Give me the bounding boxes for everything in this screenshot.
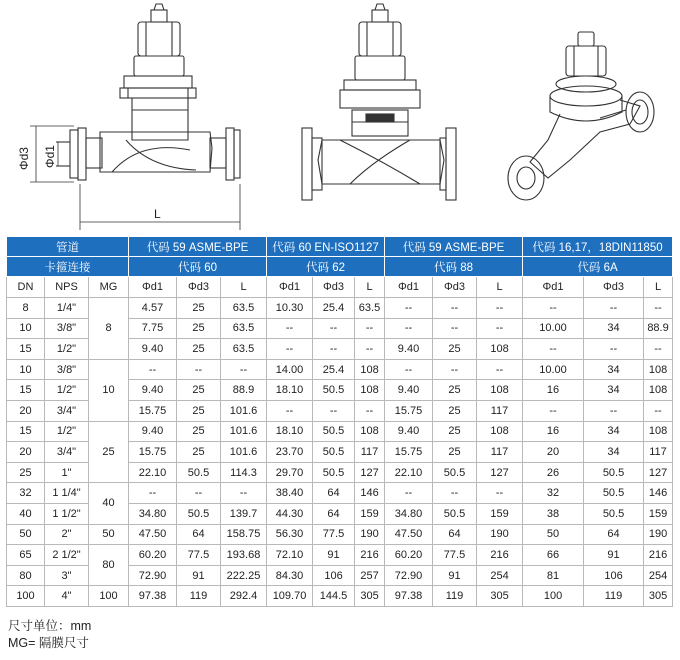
cell-c60-l: 63.5 [221, 298, 267, 319]
cell-mg: 100 [89, 586, 129, 607]
cell-c60-d3: 25 [177, 400, 221, 421]
cell-c6a-d3: -- [584, 298, 644, 319]
cell-c60-d3: 25 [177, 298, 221, 319]
valve-front-view [302, 4, 456, 200]
cell-c60-l: 101.6 [221, 400, 267, 421]
cell-c60-l: -- [221, 359, 267, 380]
cell-c88-l: 190 [477, 524, 523, 545]
cell-c88-d3: -- [433, 318, 477, 339]
cell-c88-l: -- [477, 359, 523, 380]
cell-c88-d1: 9.40 [385, 380, 433, 401]
cell-dn: 40 [7, 503, 45, 524]
col-l: L [477, 277, 523, 298]
cell-c62-l: 108 [355, 421, 385, 442]
cell-c6a-l: -- [644, 298, 673, 319]
col-d1: Φd1 [129, 277, 177, 298]
cell-c6a-l: 216 [644, 545, 673, 566]
cell-c6a-d1: 32 [523, 483, 584, 504]
cell-c60-d1: 72.90 [129, 565, 177, 586]
cell-c88-d1: 47.50 [385, 524, 433, 545]
cell-nps: 3/4" [45, 442, 89, 463]
cell-c60-d1: 15.75 [129, 400, 177, 421]
cell-c60-d3: -- [177, 483, 221, 504]
cell-c62-d3: 77.5 [313, 524, 355, 545]
cell-c88-l: 305 [477, 586, 523, 607]
col-d1: Φd1 [523, 277, 584, 298]
cell-c6a-l: -- [644, 339, 673, 360]
cell-c6a-d3: -- [584, 339, 644, 360]
cell-c88-d3: -- [433, 298, 477, 319]
cell-c6a-l: 190 [644, 524, 673, 545]
cell-c6a-d1: 26 [523, 462, 584, 483]
cell-c88-d1: -- [385, 298, 433, 319]
cell-c6a-d3: 106 [584, 565, 644, 586]
cell-c60-d1: 34.80 [129, 503, 177, 524]
col-l: L [221, 277, 267, 298]
cell-c62-d1: 72.10 [267, 545, 313, 566]
cell-c88-d3: 25 [433, 339, 477, 360]
cell-c6a-l: 127 [644, 462, 673, 483]
cell-dn: 80 [7, 565, 45, 586]
cell-c62-d3: 50.5 [313, 380, 355, 401]
cell-c6a-d3: 119 [584, 586, 644, 607]
cell-c62-d1: 14.00 [267, 359, 313, 380]
column-header-row [7, 277, 673, 298]
cell-dn: 32 [7, 483, 45, 504]
cell-nps: 2" [45, 524, 89, 545]
cell-nps: 3/8" [45, 318, 89, 339]
cell-nps: 4" [45, 586, 89, 607]
cell-c88-d3: 119 [433, 586, 477, 607]
mg-note: MG= 隔膜尺寸 [8, 636, 89, 650]
cell-c62-l: 146 [355, 483, 385, 504]
cell-c60-d1: 15.75 [129, 442, 177, 463]
cell-nps: 2 1/2" [45, 545, 89, 566]
cell-c60-d3: 119 [177, 586, 221, 607]
cell-c60-l: 63.5 [221, 318, 267, 339]
cell-c62-d3: -- [313, 339, 355, 360]
cell-c62-d1: 29.70 [267, 462, 313, 483]
dim-L-label: L [154, 207, 161, 221]
cell-c62-d3: 64 [313, 503, 355, 524]
cell-c88-d1: 9.40 [385, 339, 433, 360]
cell-c60-d1: -- [129, 483, 177, 504]
cell-nps: 1/4" [45, 298, 89, 319]
col-d1: Φd1 [267, 277, 313, 298]
cell-c6a-l: 108 [644, 380, 673, 401]
table-row [7, 586, 673, 607]
cell-c88-d1: 22.10 [385, 462, 433, 483]
table-row [7, 524, 673, 545]
cell-dn: 20 [7, 400, 45, 421]
valve-isometric-view [508, 32, 654, 200]
cell-c60-l: 101.6 [221, 421, 267, 442]
cell-c88-l: 254 [477, 565, 523, 586]
cell-c60-d1: 60.20 [129, 545, 177, 566]
cell-c6a-d1: 16 [523, 421, 584, 442]
cell-c88-l: 117 [477, 400, 523, 421]
cell-c62-d3: 106 [313, 565, 355, 586]
cell-c60-l: -- [221, 483, 267, 504]
cell-c6a-d1: 66 [523, 545, 584, 566]
cell-c88-d3: 25 [433, 442, 477, 463]
cell-c6a-d1: 81 [523, 565, 584, 586]
cell-c60-d1: 9.40 [129, 421, 177, 442]
cell-c60-d1: 97.38 [129, 586, 177, 607]
cell-c62-d3: 50.5 [313, 462, 355, 483]
cell-c6a-l: 88.9 [644, 318, 673, 339]
cell-c62-d1: 109.70 [267, 586, 313, 607]
cell-c6a-l: 254 [644, 565, 673, 586]
cell-c60-d3: 25 [177, 339, 221, 360]
cell-nps: 1/2" [45, 339, 89, 360]
spec-table [6, 236, 673, 607]
cell-c6a-l: 108 [644, 359, 673, 380]
cell-c62-d3: 25.4 [313, 359, 355, 380]
cell-c62-l: 190 [355, 524, 385, 545]
cell-c88-d3: -- [433, 483, 477, 504]
cell-c6a-d3: 91 [584, 545, 644, 566]
cell-nps: 3/8" [45, 359, 89, 380]
cell-c6a-d3: 34 [584, 380, 644, 401]
cell-c6a-d1: 10.00 [523, 359, 584, 380]
cell-c88-d3: 77.5 [433, 545, 477, 566]
col-d3: Φd3 [177, 277, 221, 298]
cell-dn: 10 [7, 359, 45, 380]
cell-c88-l: 127 [477, 462, 523, 483]
table-row [7, 298, 673, 319]
cell-c62-d1: 44.30 [267, 503, 313, 524]
cell-c6a-d1: 20 [523, 442, 584, 463]
cell-mg: 8 [89, 298, 129, 360]
cell-c60-l: 88.9 [221, 380, 267, 401]
table-row [7, 483, 673, 504]
table-row [7, 545, 673, 566]
cell-c88-d1: -- [385, 359, 433, 380]
cell-c62-l: 257 [355, 565, 385, 586]
valve-drawings [0, 0, 680, 236]
cell-c62-l: 305 [355, 586, 385, 607]
header-row-1 [7, 237, 673, 257]
cell-nps: 1/2" [45, 421, 89, 442]
header-pipe: 管道 [7, 237, 129, 257]
header-code-6a: 代码 6A [523, 257, 673, 277]
cell-dn: 25 [7, 462, 45, 483]
table-row [7, 421, 673, 442]
cell-c62-d1: 38.40 [267, 483, 313, 504]
cell-c62-l: 216 [355, 545, 385, 566]
cell-c88-l: 117 [477, 442, 523, 463]
cell-c62-l: 63.5 [355, 298, 385, 319]
cell-c60-d3: 91 [177, 565, 221, 586]
cell-c88-l: -- [477, 318, 523, 339]
col-d3: Φd3 [584, 277, 644, 298]
cell-c88-d1: -- [385, 318, 433, 339]
cell-c60-d3: 25 [177, 380, 221, 401]
cell-c6a-d1: 50 [523, 524, 584, 545]
cell-c88-d1: 9.40 [385, 421, 433, 442]
cell-c60-d3: 50.5 [177, 462, 221, 483]
cell-c60-d3: 25 [177, 442, 221, 463]
cell-c62-l: -- [355, 318, 385, 339]
cell-c62-l: -- [355, 400, 385, 421]
cell-c60-d3: 64 [177, 524, 221, 545]
valve-side-view [30, 4, 240, 230]
cell-c60-d3: 25 [177, 421, 221, 442]
cell-c60-l: 63.5 [221, 339, 267, 360]
cell-c88-d3: 91 [433, 565, 477, 586]
cell-c88-l: -- [477, 298, 523, 319]
cell-c6a-d3: 34 [584, 318, 644, 339]
cell-c62-d3: 25.4 [313, 298, 355, 319]
cell-nps: 1 1/4" [45, 483, 89, 504]
cell-c62-l: -- [355, 339, 385, 360]
col-l: L [644, 277, 673, 298]
cell-c6a-l: 159 [644, 503, 673, 524]
table-row [7, 359, 673, 380]
cell-c6a-l: 146 [644, 483, 673, 504]
header-clamp: 卡箍连接 [7, 257, 129, 277]
cell-c88-d1: 97.38 [385, 586, 433, 607]
cell-c62-l: 117 [355, 442, 385, 463]
cell-c88-d1: 34.80 [385, 503, 433, 524]
cell-c62-d1: 18.10 [267, 421, 313, 442]
cell-c6a-d1: 10.00 [523, 318, 584, 339]
cell-c62-d3: 91 [313, 545, 355, 566]
cell-c6a-d1: 100 [523, 586, 584, 607]
cell-c62-l: 108 [355, 380, 385, 401]
cell-c62-d1: 18.10 [267, 380, 313, 401]
cell-c62-l: 159 [355, 503, 385, 524]
cell-c88-l: 159 [477, 503, 523, 524]
cell-c88-d3: 25 [433, 380, 477, 401]
cell-c62-l: 108 [355, 359, 385, 380]
cell-c88-d1: -- [385, 483, 433, 504]
cell-c88-d3: 25 [433, 400, 477, 421]
cell-c6a-d3: 34 [584, 421, 644, 442]
cell-c62-d3: 64 [313, 483, 355, 504]
cell-c62-d1: -- [267, 339, 313, 360]
header-code-din: 代码 16,17，18DIN11850 [523, 237, 673, 257]
cell-c6a-l: 108 [644, 421, 673, 442]
cell-c6a-d1: -- [523, 298, 584, 319]
cell-c6a-d3: 64 [584, 524, 644, 545]
cell-nps: 1" [45, 462, 89, 483]
cell-c6a-d3: 50.5 [584, 483, 644, 504]
cell-c6a-d3: 34 [584, 442, 644, 463]
cell-c88-l: 108 [477, 339, 523, 360]
cell-c88-d1: 60.20 [385, 545, 433, 566]
col-d1: Φd1 [385, 277, 433, 298]
cell-c62-d1: -- [267, 400, 313, 421]
header-code-88: 代码 88 [385, 257, 523, 277]
cell-c62-d3: -- [313, 400, 355, 421]
cell-mg: 10 [89, 359, 129, 421]
header-code-59-asme: 代码 59 ASME-BPE [129, 237, 267, 257]
cell-c88-d3: -- [433, 359, 477, 380]
cell-c88-d1: 72.90 [385, 565, 433, 586]
cell-c6a-d3: -- [584, 400, 644, 421]
col-d3: Φd3 [433, 277, 477, 298]
cell-c62-d1: -- [267, 318, 313, 339]
header-code-59-asme-2: 代码 59 ASME-BPE [385, 237, 523, 257]
col-mg: MG [89, 277, 129, 298]
cell-dn: 10 [7, 318, 45, 339]
cell-c6a-l: 117 [644, 442, 673, 463]
cell-c62-d3: -- [313, 318, 355, 339]
cell-c6a-l: -- [644, 400, 673, 421]
cell-dn: 8 [7, 298, 45, 319]
cell-c88-d3: 64 [433, 524, 477, 545]
cell-c62-d3: 50.5 [313, 442, 355, 463]
header-code-60: 代码 60 [129, 257, 267, 277]
cell-c60-d1: 9.40 [129, 380, 177, 401]
cell-nps: 1 1/2" [45, 503, 89, 524]
cell-c60-l: 158.75 [221, 524, 267, 545]
cell-c6a-d1: -- [523, 400, 584, 421]
unit-note: 尺寸单位：mm [8, 619, 92, 633]
cell-c6a-d1: 16 [523, 380, 584, 401]
cell-c60-d3: 25 [177, 318, 221, 339]
col-nps: NPS [45, 277, 89, 298]
cell-c60-d1: 7.75 [129, 318, 177, 339]
cell-c60-l: 193.68 [221, 545, 267, 566]
cell-dn: 50 [7, 524, 45, 545]
cell-c60-d3: 77.5 [177, 545, 221, 566]
col-l: L [355, 277, 385, 298]
cell-c60-l: 101.6 [221, 442, 267, 463]
cell-c60-d1: 9.40 [129, 339, 177, 360]
cell-c62-d1: 23.70 [267, 442, 313, 463]
header-code-62: 代码 62 [267, 257, 385, 277]
header-row-2 [7, 257, 673, 277]
cell-mg: 40 [89, 483, 129, 524]
cell-nps: 3" [45, 565, 89, 586]
cell-mg: 50 [89, 524, 129, 545]
cell-mg: 25 [89, 421, 129, 483]
cell-c60-l: 139.7 [221, 503, 267, 524]
cell-c88-l: 108 [477, 380, 523, 401]
cell-c62-d1: 10.30 [267, 298, 313, 319]
cell-c60-d1: -- [129, 359, 177, 380]
cell-c88-d3: 25 [433, 421, 477, 442]
cell-c88-d3: 50.5 [433, 503, 477, 524]
cell-c88-l: -- [477, 483, 523, 504]
cell-c62-d1: 56.30 [267, 524, 313, 545]
cell-c6a-l: 305 [644, 586, 673, 607]
cell-c60-d3: -- [177, 359, 221, 380]
cell-c60-d1: 4.57 [129, 298, 177, 319]
cell-dn: 15 [7, 421, 45, 442]
cell-mg: 80 [89, 545, 129, 586]
cell-c62-d1: 84.30 [267, 565, 313, 586]
cell-c6a-d1: 38 [523, 503, 584, 524]
cell-dn: 15 [7, 339, 45, 360]
cell-c62-l: 127 [355, 462, 385, 483]
cell-dn: 15 [7, 380, 45, 401]
cell-c60-d1: 47.50 [129, 524, 177, 545]
cell-c60-l: 114.3 [221, 462, 267, 483]
cell-c6a-d3: 50.5 [584, 503, 644, 524]
cell-c6a-d1: -- [523, 339, 584, 360]
cell-dn: 20 [7, 442, 45, 463]
cell-c60-l: 292.4 [221, 586, 267, 607]
cell-c88-d1: 15.75 [385, 442, 433, 463]
cell-dn: 65 [7, 545, 45, 566]
cell-nps: 1/2" [45, 380, 89, 401]
cell-c6a-d3: 34 [584, 359, 644, 380]
spec-table-body [7, 298, 673, 607]
cell-c60-d3: 50.5 [177, 503, 221, 524]
cell-c60-d1: 22.10 [129, 462, 177, 483]
cell-nps: 3/4" [45, 400, 89, 421]
cell-c6a-d3: 50.5 [584, 462, 644, 483]
dim-d3-label: Φd3 [17, 147, 31, 170]
cell-c88-d1: 15.75 [385, 400, 433, 421]
col-dn: DN [7, 277, 45, 298]
cell-dn: 100 [7, 586, 45, 607]
col-d3: Φd3 [313, 277, 355, 298]
cell-c62-d3: 144.5 [313, 586, 355, 607]
dim-d1-label: Φd1 [43, 145, 57, 168]
cell-c88-l: 108 [477, 421, 523, 442]
notes [8, 618, 91, 652]
cell-c62-d3: 50.5 [313, 421, 355, 442]
cell-c88-d3: 50.5 [433, 462, 477, 483]
cell-c88-l: 216 [477, 545, 523, 566]
cell-c60-l: 222.25 [221, 565, 267, 586]
header-code-60-en: 代码 60 EN-ISO1127 [267, 237, 385, 257]
